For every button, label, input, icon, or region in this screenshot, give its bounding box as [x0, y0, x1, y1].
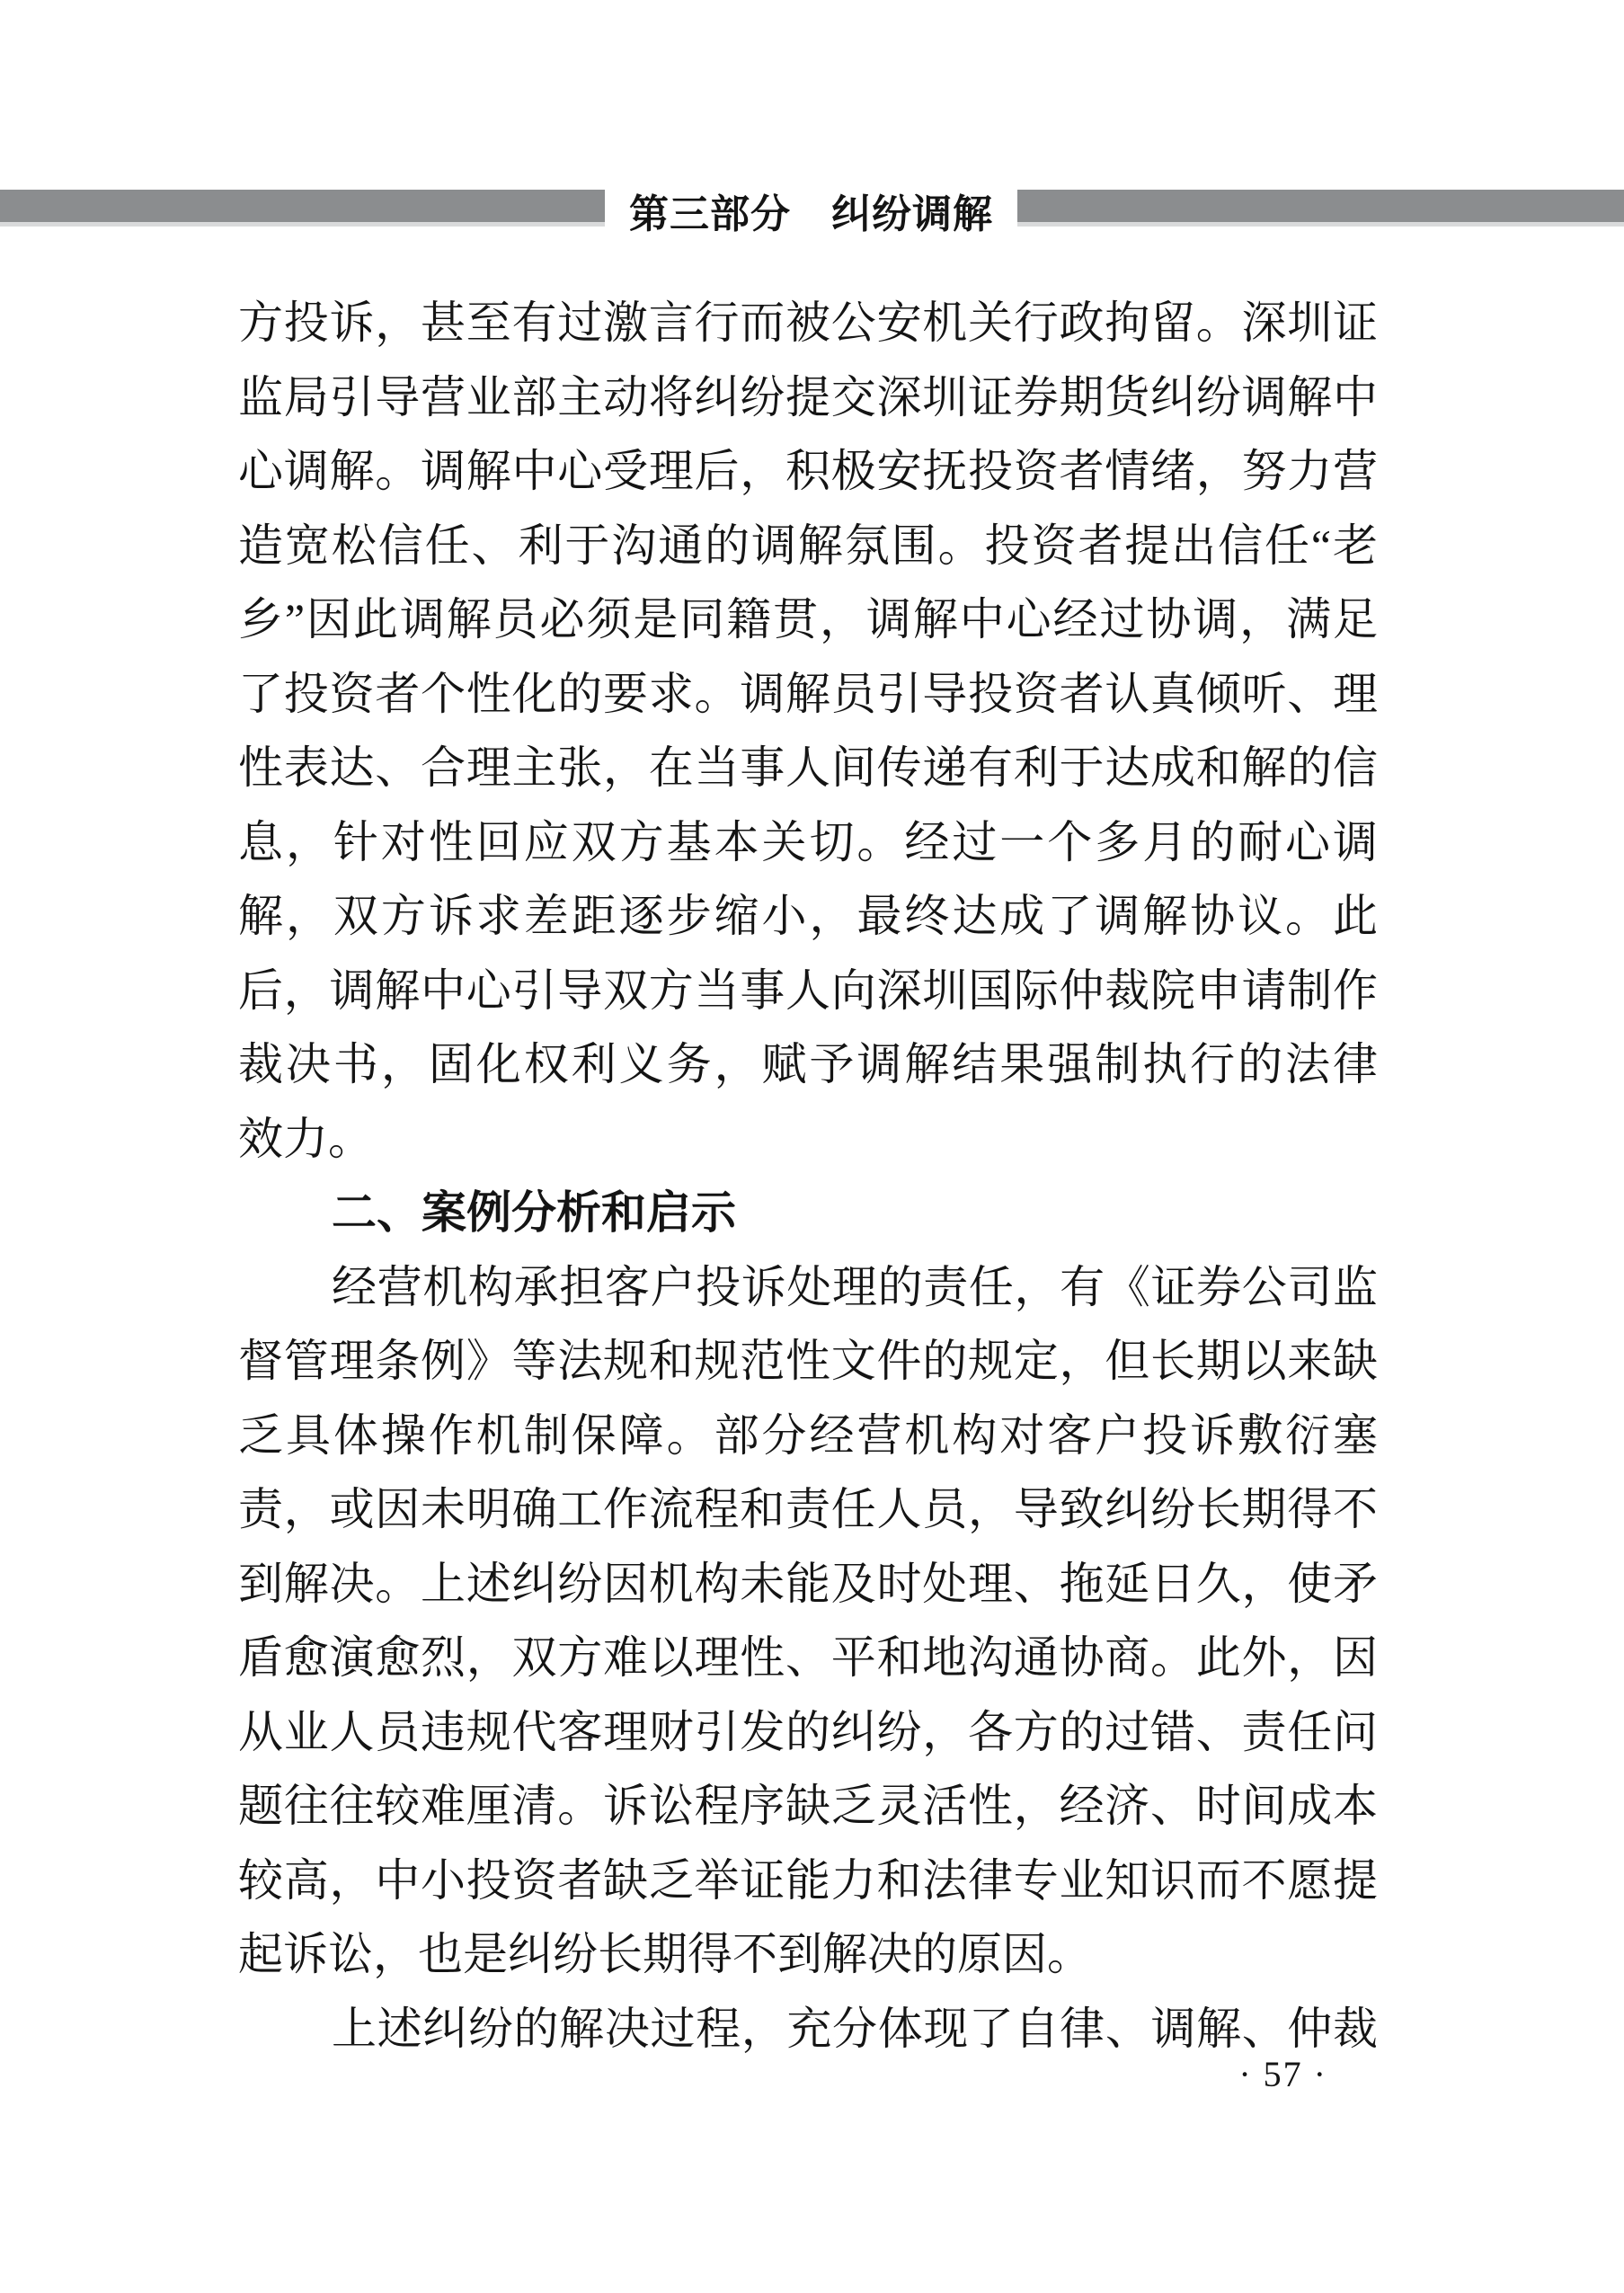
body-line: 责，或因未明确工作流程和责任人员，导致纠纷长期得不 [238, 1484, 1378, 1534]
body-line: 从业人员违规代客理财引发的纠纷，各方的过错、责任问 [238, 1706, 1378, 1757]
body-line: 方投诉，甚至有过激言行而被公安机关行政拘留。深圳证 [238, 298, 1378, 348]
header-bar-right [1017, 190, 1624, 222]
body-line: 起诉讼，也是纠纷长期得不到解决的原因。 [238, 1929, 1092, 1979]
section-heading: 二、案例分析和启示 [332, 1187, 736, 1238]
page-header-title: 第三部分 纠纷调解 [629, 192, 993, 236]
body-line: 盾愈演愈烈，双方难以理性、平和地沟通协商。此外，因 [238, 1632, 1378, 1683]
body-line: 息，针对性回应双方基本关切。经过一个多月的耐心调 [238, 816, 1378, 867]
body-line: 造宽松信任、利于沟通的调解氛围。投资者提出信任“老 [238, 520, 1378, 571]
body-line: 上述纠纷的解决过程，充分体现了自律、调解、仲裁 [332, 2003, 1378, 2054]
body-line: 监局引导营业部主动将纠纷提交深圳证券期货纠纷调解中 [238, 371, 1378, 422]
body-line: 题往往较难厘清。诉讼程序缺乏灵活性，经济、时间成本 [238, 1781, 1378, 1831]
page-number: · 57 · [1238, 2054, 1327, 2094]
body-line: 了投资者个性化的要求。调解员引导投资者认真倾听、理 [238, 668, 1378, 719]
header-bar-left [0, 190, 605, 222]
body-line: 性表达、合理主张，在当事人间传递有利于达成和解的信 [238, 742, 1378, 793]
body-line: 乡”因此调解员必须是同籍贯，调解中心经过协调，满足 [238, 594, 1378, 644]
body-line: 较高，中小投资者缺乏举证能力和法律专业知识而不愿提 [238, 1854, 1378, 1906]
body-line: 后，调解中心引导双方当事人向深圳国际仲裁院申请制作 [238, 964, 1378, 1016]
body-text [238, 286, 1378, 2066]
body-line: 心调解。调解中心受理后，积极安抚投资者情绪，努力营 [238, 446, 1378, 496]
body-line: 解，双方诉求差距逐步缩小，最终达成了调解协议。此 [238, 891, 1378, 941]
body-line: 效力。 [238, 1113, 373, 1164]
body-line: 裁决书，固化权利义务，赋予调解结果强制执行的法律 [238, 1039, 1378, 1089]
body-line: 到解决。上述纠纷因机构未能及时处理、拖延日久，使矛 [238, 1558, 1378, 1609]
body-line: 乏具体操作机制保障。部分经营机构对客户投诉敷衍塞 [238, 1409, 1378, 1461]
body-line: 督管理条例》等法规和规范性文件的规定，但长期以来缺 [238, 1336, 1378, 1386]
body-line: 经营机构承担客户投诉处理的责任，有《证券公司监 [332, 1261, 1378, 1312]
